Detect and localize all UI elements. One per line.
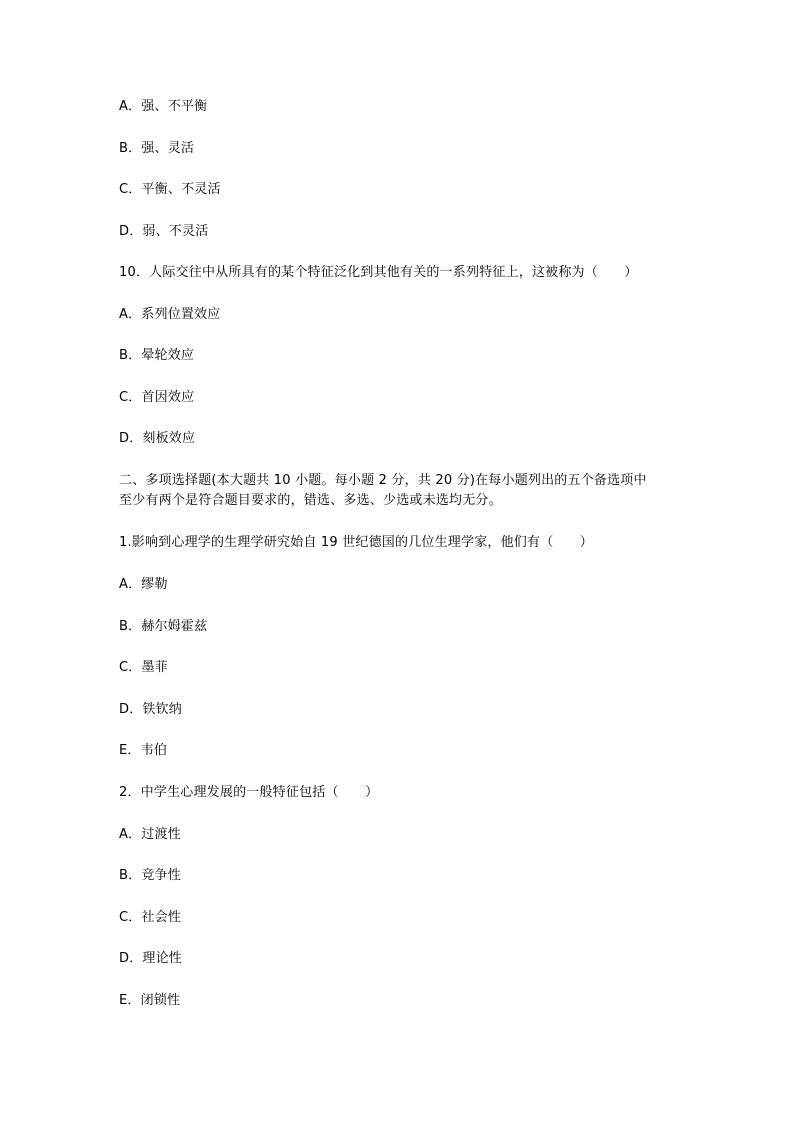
- q9-option-b: B．强、灵活: [119, 141, 195, 156]
- mq2-stem: 2．中学生心理发展的一般特征包括（ ）: [119, 785, 379, 800]
- mq1-option-a: A．缪勒: [119, 577, 168, 592]
- mq1-option-e: E．韦伯: [119, 743, 168, 758]
- q10-option-a: A．系列位置效应: [119, 307, 221, 322]
- q10-option-b: B．晕轮效应: [119, 348, 195, 363]
- mq2-option-c: C．社会性: [119, 910, 182, 925]
- section2-heading-line2: 至少有两个是符合题目要求的，错选、多选、少选或未选均无分。: [119, 493, 502, 508]
- q9-option-a: A．强、不平衡: [119, 99, 208, 114]
- q10-option-d: D．刻板效应: [119, 431, 196, 446]
- mq1-option-c: C．墨菲: [119, 660, 168, 675]
- mq2-option-a: A．过渡性: [119, 827, 181, 842]
- mq2-option-d: D．理论性: [119, 951, 183, 966]
- q9-option-d: D．弱、不灵活: [119, 224, 209, 239]
- section2-heading-line1: 二、多项选择题(本大题共 10 小题。每小题 2 分，共 20 分)在每小题列出的五个备选项中: [119, 473, 647, 488]
- mq1-option-b: B．赫尔姆霍兹: [119, 619, 208, 634]
- mq1-stem: 1.影响到心理学的生理学研究始自 19 世纪德国的几位生理学家，他们有（ ）: [119, 535, 594, 550]
- q9-option-c: C．平衡、不灵活: [119, 182, 221, 197]
- mq2-option-b: B．竞争性: [119, 868, 181, 883]
- mq2-option-e: E．闭锁性: [119, 993, 181, 1008]
- q10-option-c: C．首因效应: [119, 390, 195, 405]
- q10-stem: 10．人际交往中从所具有的某个特征泛化到其他有关的一系列特征上，这被称为（ ）: [119, 265, 638, 280]
- mq1-option-d: D．铁钦纳: [119, 702, 183, 717]
